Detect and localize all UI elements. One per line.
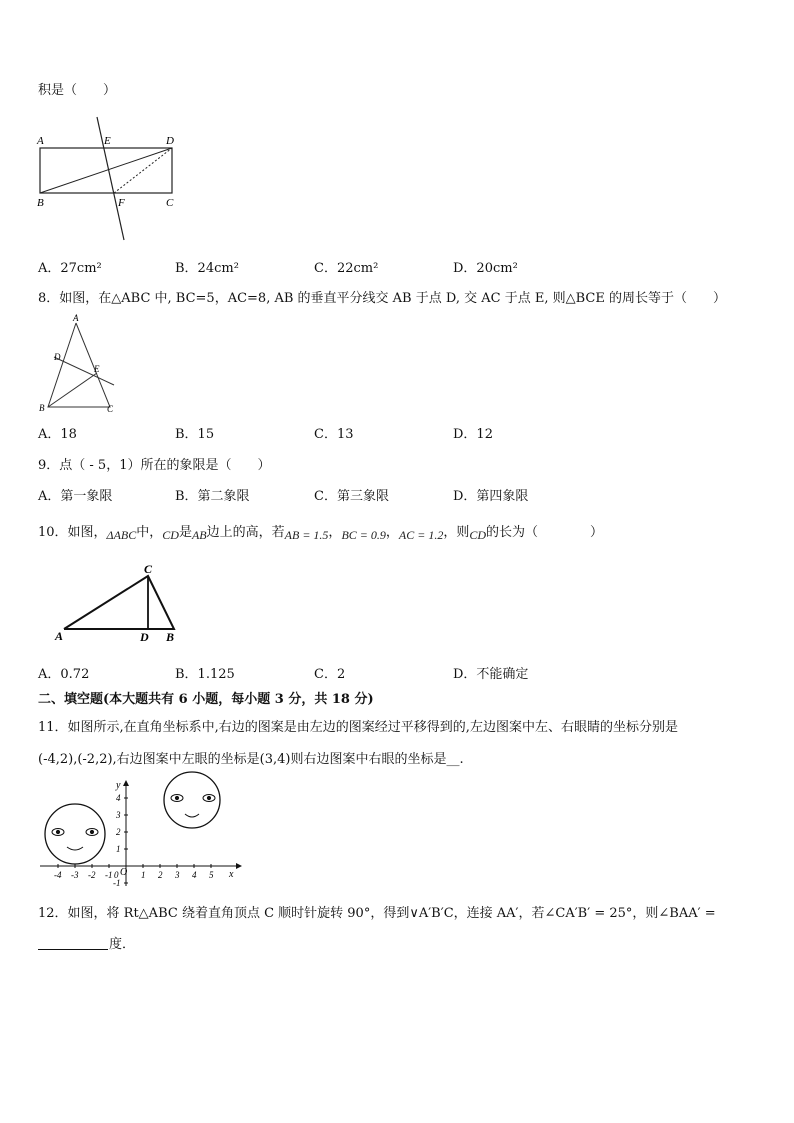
q8-label-a: A [73, 313, 79, 323]
q9-stem: 9．点（ - 5，1）所在的象限是（ ） [38, 458, 271, 473]
q8-label-d: D [54, 352, 61, 362]
q12-line-1: 12．如图，将 Rt△ABC 绕着直角顶点 C 顺时针旋转 90°，得到∨A′B′C，连接 AA′，若∠CA′B′ = 25°，则∠BAA′ = [38, 906, 716, 921]
x-tick-0: 0 [114, 870, 119, 880]
q10-label-b: B [166, 630, 175, 644]
q12-line-2: 度． [109, 937, 136, 952]
q7-label-d: D [166, 135, 174, 147]
q8-option-c: C．13 [314, 427, 354, 442]
q10-option-a: A．0.72 [38, 667, 90, 682]
q7-option-c: C．22cm² [314, 261, 379, 276]
y-tick-neg1: -1 [113, 878, 121, 888]
x-tick-2: 2 [158, 870, 163, 880]
q10-option-c: C．2 [314, 667, 346, 682]
q11-coordinate-figure [36, 778, 246, 890]
q9-option-b: B．第二象限 [175, 489, 250, 504]
x-tick-4: 4 [192, 870, 197, 880]
q8-option-b: B．15 [175, 427, 215, 442]
y-tick-3: 3 [116, 810, 121, 820]
q10-label-c: C [144, 562, 153, 576]
q10-label-a: A [55, 629, 64, 643]
section-2-heading: 二、填空题(本大题共有 6 小题，每小题 3 分，共 18 分) [38, 692, 374, 707]
q7-option-a: A．27cm² [38, 261, 102, 276]
q7-stem-tail: 积是（ ） [38, 83, 117, 98]
x-tick-neg3: -3 [71, 870, 79, 880]
q9-option-d: D．第四象限 [453, 489, 529, 504]
q11-line-2: (-4,2),(-2,2),右边图案中左眼的坐标是(3,4)则右边图案中右眼的坐标是__. [38, 752, 464, 767]
q11-line-1: 11．如图所示,在直角坐标系中,右边的图案是由左边的图案经过平移得到的,左边图案中左、右眼睛的坐标分别是 [38, 720, 678, 735]
x-axis-label: x [229, 869, 234, 880]
q8-triangle-figure [36, 313, 126, 417]
origin-label: O [120, 867, 128, 878]
x-tick-1: 1 [141, 870, 146, 880]
q10-label-d: D [140, 630, 149, 644]
q8-label-b: B [39, 403, 45, 413]
q7-label-f: F [118, 197, 125, 209]
q9-option-c: C．第三象限 [314, 489, 389, 504]
q7-label-e: E [104, 135, 111, 147]
q7-rectangle-figure [30, 115, 190, 245]
y-tick-2: 2 [116, 827, 121, 837]
q10-option-b: B．1.125 [175, 667, 235, 682]
q7-label-b: B [37, 197, 44, 209]
q12-answer-blank [38, 948, 108, 950]
q7-option-b: B．24cm² [175, 261, 239, 276]
y-tick-1: 1 [116, 844, 121, 854]
q8-option-a: A．18 [38, 427, 77, 442]
q8-label-c: C [107, 404, 114, 414]
q7-label-a: A [37, 135, 44, 147]
y-tick-4: 4 [116, 793, 121, 803]
x-tick-neg2: -2 [88, 870, 96, 880]
y-axis-label: y [116, 780, 121, 791]
q10-stem: 10．如图，ΔABC中，CD是AB边上的高，若AB = 1.5，BC = 0.9，AC = 1.2，则CD的长为（ ） [38, 525, 604, 542]
x-tick-neg4: -4 [54, 870, 62, 880]
x-tick-neg1: -1 [105, 870, 113, 880]
q8-stem: 8．如图，在△ABC 中, BC=5，AC=8, AB 的垂直平分线交 AB 于点 D, 交 AC 于点 E, 则△BCE 的周长等于（ ） [38, 291, 726, 306]
q7-option-d: D．20cm² [453, 261, 518, 276]
q10-triangle-figure [52, 562, 187, 646]
q9-option-a: A．第一象限 [38, 489, 113, 504]
q10-option-d: D．不能确定 [453, 667, 529, 682]
q7-label-c: C [166, 197, 174, 209]
q8-label-e: E [94, 364, 100, 374]
x-tick-5: 5 [209, 870, 214, 880]
q8-option-d: D．12 [453, 427, 493, 442]
x-tick-3: 3 [175, 870, 180, 880]
right-face [164, 772, 220, 828]
left-face [45, 804, 105, 864]
